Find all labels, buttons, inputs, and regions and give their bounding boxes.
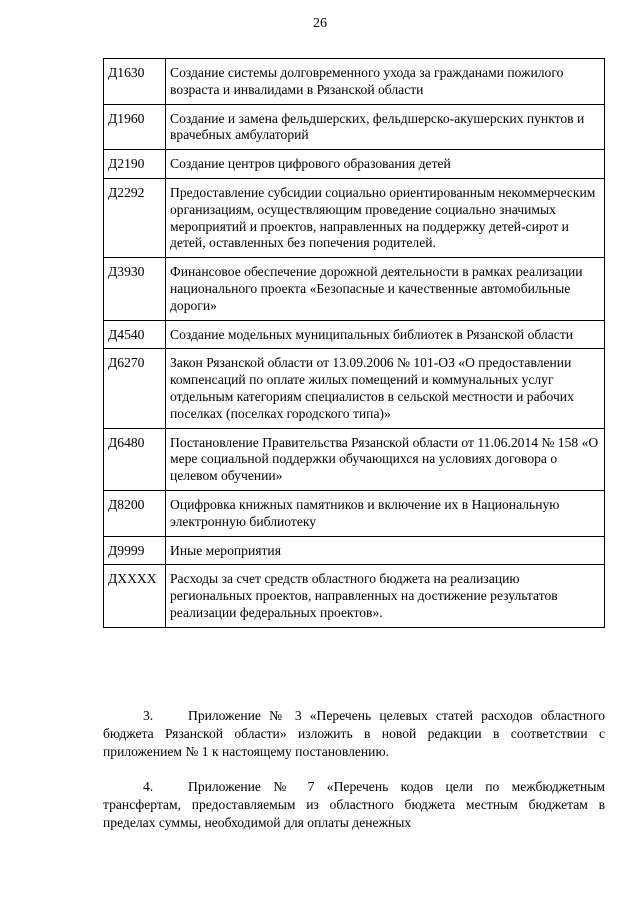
table-row [104, 178, 605, 257]
row-code: Д1960 [104, 104, 166, 150]
row-description: Расходы за счет средств областного бюджета на реализацию региональных проектов, направленных на достижение результатов реализации федеральных проектов». [166, 565, 605, 627]
row-code: Д2292 [104, 178, 166, 257]
row-code: Д6270 [104, 349, 166, 428]
row-code: Д8200 [104, 490, 166, 536]
row-code: Д6480 [104, 428, 166, 490]
row-description: Закон Рязанской области от 13.09.2006 № 101-ОЗ «О предоставлении компенсаций по оплате жилых помещений и коммунальных услуг отдельным категориям специалистов в сельской местности и рабочих поселках (поселках городского типа)» [166, 349, 605, 428]
table-row [104, 150, 605, 179]
paragraph-4 [103, 778, 605, 832]
table-row [104, 428, 605, 490]
paragraph-text: Приложение № 7 «Перечень кодов цели по межбюджетным трансфертам, предоставляемым из областного бюджета местным бюджетам в пределах суммы, необходимой для оплаты денежных [103, 779, 605, 830]
table-row [104, 349, 605, 428]
row-description: Предоставление субсидии социально ориентированным некоммерческим организациям, осуществляющим проведение социально значимых мероприятий и проектов, направленных на поддержку детей-сирот и детей, оставленных без попечения родителей. [166, 178, 605, 257]
row-code: Д2190 [104, 150, 166, 179]
target-codes-table [103, 58, 605, 628]
row-description: Финансовое обеспечение дорожной деятельности в рамках реализации национального проекта «Безопасные и качественные автомобильные дороги» [166, 258, 605, 320]
row-description: Иные мероприятия [166, 536, 605, 565]
row-description: Создание и замена фельдшерских, фельдшерско-акушерских пунктов и врачебных амбулаторий [166, 104, 605, 150]
paragraph-3 [103, 707, 605, 761]
row-description: Создание системы долговременного ухода за гражданами пожилого возраста и инвалидами в Рязанской области [166, 59, 605, 105]
table-row [104, 320, 605, 349]
paragraph-number: 4. [143, 779, 154, 794]
row-description: Создание центров цифрового образования детей [166, 150, 605, 179]
row-code: Д1630 [104, 59, 166, 105]
page-number: 26 [313, 16, 327, 31]
table-row [104, 536, 605, 565]
table-row [104, 490, 605, 536]
row-description: Оцифровка книжных памятников и включение их в Национальную электронную библиотеку [166, 490, 605, 536]
table-row [104, 59, 605, 105]
table-row [104, 104, 605, 150]
row-description: Создание модельных муниципальных библиотек в Рязанской области [166, 320, 605, 349]
table-row [104, 258, 605, 320]
row-code: ДХХХХ [104, 565, 166, 627]
table-row [104, 565, 605, 627]
paragraph-number: 3. [143, 708, 154, 723]
row-code: Д9999 [104, 536, 166, 565]
row-code: Д3930 [104, 258, 166, 320]
row-code: Д4540 [104, 320, 166, 349]
row-description: Постановление Правительства Рязанской области от 11.06.2014 № 158 «О мере социальной поддержки обучающихся на условиях договора о целевом обучении» [166, 428, 605, 490]
paragraph-text: Приложение № 3 «Перечень целевых статей расходов областного бюджета Рязанской области» изложить в новой редакции в соответствии с приложением № 1 к настоящему постановлению. [103, 708, 605, 759]
